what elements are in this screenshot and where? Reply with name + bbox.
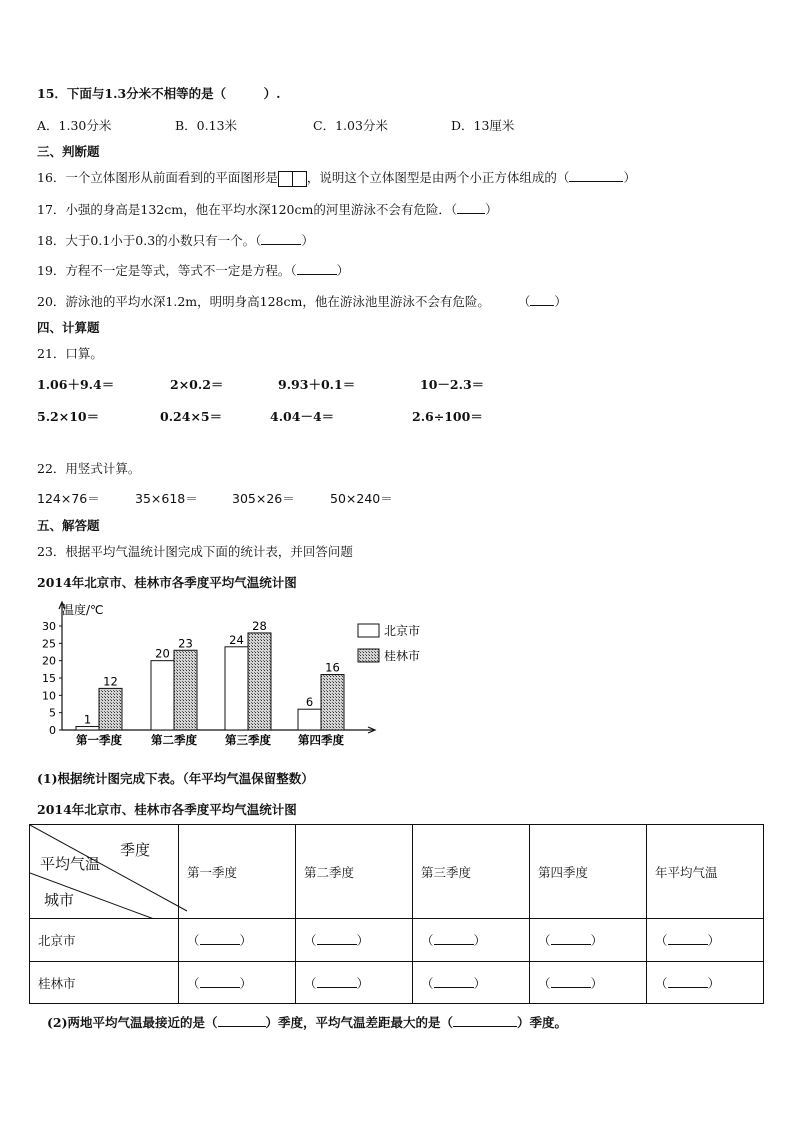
answer-cell[interactable]: （ ） <box>647 919 764 962</box>
answer-cell[interactable]: （ ） <box>413 962 530 1004</box>
answer-cell[interactable]: （ ） <box>413 919 530 962</box>
x-tick-label: 第四季度 <box>298 733 344 747</box>
y-tick-label: 5 <box>49 706 56 720</box>
temperature-table <box>29 824 764 1004</box>
data-label: 16 <box>325 660 340 675</box>
oral-calc-8: 2.6÷100＝ <box>412 409 483 424</box>
header-q2: 第二季度 <box>296 825 413 919</box>
answer-cell[interactable]: （ ） <box>530 919 647 962</box>
q18 <box>37 231 314 249</box>
data-label: 28 <box>252 618 267 633</box>
oral-calc-3: 9.93＋0.1＝ <box>278 377 356 392</box>
data-label: 12 <box>103 674 118 689</box>
q20-text: 20．游泳池的平均水深1.2m，明明身高128cm，他在游泳池里游泳不会有危险。 <box>37 294 490 309</box>
q16-answer-blank[interactable] <box>569 169 623 182</box>
q18-text: 18．大于0.1小于0.3的小数只有一个。（ <box>37 233 262 248</box>
q19-close: ） <box>336 263 350 278</box>
q15-option-b[interactable]: B．0.13米 <box>175 118 238 133</box>
oral-calc-7: 4.04－4＝ <box>270 409 335 424</box>
bar-guilin <box>321 675 344 730</box>
answer-cell[interactable]: （ ） <box>179 919 296 962</box>
closest-season-blank[interactable] <box>218 1014 266 1027</box>
vertical-calc-3: 305×26＝ <box>232 491 295 506</box>
q17-close: ） <box>485 202 498 217</box>
q15-option-d[interactable]: D．13厘米 <box>451 118 515 133</box>
table-title: 2014年北京市、桂林市各季度平均气温统计图 <box>37 802 297 817</box>
chart-title: 2014年北京市、桂林市各季度平均气温统计图 <box>37 575 297 590</box>
answer-cell[interactable]: （ ） <box>296 919 413 962</box>
bar-beijing <box>225 647 248 730</box>
bar-beijing <box>76 727 99 730</box>
header-q1: 第一季度 <box>179 825 296 919</box>
section-3-heading: 三、判断题 <box>37 144 100 159</box>
data-label: 23 <box>178 636 193 651</box>
oral-calc-4: 10－2.3＝ <box>420 377 485 392</box>
q22-title: 22．用竖式计算。 <box>37 461 141 476</box>
legend-swatch-guilin <box>358 649 379 662</box>
q18-close: ） <box>301 233 314 248</box>
q15-option-c[interactable]: C．1.03分米 <box>313 118 388 133</box>
bar-guilin <box>248 633 271 730</box>
q20-open: （ <box>517 294 531 309</box>
oral-calc-2: 2×0.2＝ <box>170 377 224 392</box>
table-corner-cell <box>30 825 179 919</box>
q23-title: 23．根据平均气温统计图完成下面的统计表，并回答问题 <box>37 544 353 559</box>
answer-cell[interactable]: （ ） <box>530 962 647 1004</box>
legend-swatch-beijing <box>358 624 379 637</box>
part2-text-c: ）季度。 <box>517 1015 568 1030</box>
legend-label-beijing: 北京市 <box>384 624 421 638</box>
bar-beijing <box>151 661 174 730</box>
vertical-calc-1: 124×76＝ <box>37 491 100 506</box>
row-label-beijing: 北京市 <box>30 919 179 962</box>
vertical-calc-4: 50×240＝ <box>330 491 393 506</box>
y-tick-label: 15 <box>42 672 56 685</box>
part2-text-a: (2)两地平均气温最接近的是（ <box>47 1015 218 1030</box>
q18-answer-blank[interactable] <box>261 232 301 245</box>
y-tick-label: 10 <box>42 689 56 703</box>
largest-gap-season-blank[interactable] <box>453 1014 517 1027</box>
section-5-heading: 五、解答题 <box>37 518 100 533</box>
q16-text-after: ，说明这个立体图型是由两个小正方体组成的（ <box>306 170 570 185</box>
bar-guilin <box>99 688 122 730</box>
answer-cell[interactable]: （ ） <box>647 962 764 1004</box>
data-label: 6 <box>305 695 314 710</box>
q15-stem: 15．下面与1.3分米不相等的是（ ）. <box>37 86 281 101</box>
y-tick-label: 0 <box>49 724 56 737</box>
corner-label-city: 城市 <box>44 891 75 909</box>
x-tick-label: 第一季度 <box>76 733 122 747</box>
q15-option-a[interactable]: A．1.30分米 <box>37 118 112 133</box>
q16-close: ） <box>623 170 636 185</box>
two-cube-front-view-figure <box>278 170 307 187</box>
header-q4: 第四季度 <box>530 825 647 919</box>
q23-part2 <box>47 1013 567 1031</box>
y-tick-label: 25 <box>42 637 56 651</box>
q17-answer-blank[interactable] <box>457 201 485 214</box>
q19-text: 19．方程不一定是等式，等式不一定是方程。（ <box>37 263 297 278</box>
data-label: 24 <box>229 632 244 647</box>
x-tick-label: 第二季度 <box>151 733 197 747</box>
part2-text-b: ）季度，平均气温差距最大的是（ <box>265 1015 454 1030</box>
temperature-bar-chart <box>30 598 440 758</box>
bar-guilin <box>174 650 197 730</box>
q17-text: 17．小强的身高是132cm，他在平均水深120cm的河里游泳不会有危险．（ <box>37 202 458 217</box>
section-4-heading: 四、计算题 <box>37 320 100 335</box>
q16-text-before: 16．一个立体图形从前面看到的平面图形是 <box>37 170 278 185</box>
q17 <box>37 200 498 218</box>
oral-calc-5: 5.2×10＝ <box>37 409 100 424</box>
y-tick-label: 30 <box>42 620 56 633</box>
y-tick-label: 20 <box>42 654 56 668</box>
row-label-guilin: 桂林市 <box>30 962 179 1004</box>
y-axis-label: 温度/℃ <box>62 603 104 617</box>
x-tick-label: 第三季度 <box>225 733 271 747</box>
answer-cell[interactable]: （ ） <box>296 962 413 1004</box>
table-row-guilin <box>30 962 764 1004</box>
oral-calc-6: 0.24×5＝ <box>160 409 223 424</box>
bar-beijing <box>298 709 321 730</box>
q21-title: 21．口算。 <box>37 346 103 361</box>
header-q3: 第三季度 <box>413 825 530 919</box>
oral-calc-1: 1.06＋9.4＝ <box>37 377 115 392</box>
header-annual: 年平均气温 <box>647 825 764 919</box>
q19 <box>37 261 349 279</box>
q23-part1: (1)根据统计图完成下表。（年平均气温保留整数） <box>37 771 314 786</box>
table-row-beijing <box>30 919 764 962</box>
answer-cell[interactable]: （ ） <box>179 962 296 1004</box>
q16 <box>37 168 636 187</box>
q20 <box>37 292 567 310</box>
q19-answer-blank[interactable] <box>297 262 337 275</box>
legend-label-guilin: 桂林市 <box>384 649 421 663</box>
q20-close: ） <box>554 294 567 309</box>
corner-label-avg-temp: 平均气温 <box>40 855 101 873</box>
data-label: 1 <box>83 712 92 727</box>
data-label: 20 <box>155 646 170 661</box>
vertical-calc-2: 35×618＝ <box>135 491 198 506</box>
corner-label-season: 季度 <box>120 841 151 859</box>
q20-answer-blank[interactable] <box>530 293 554 306</box>
